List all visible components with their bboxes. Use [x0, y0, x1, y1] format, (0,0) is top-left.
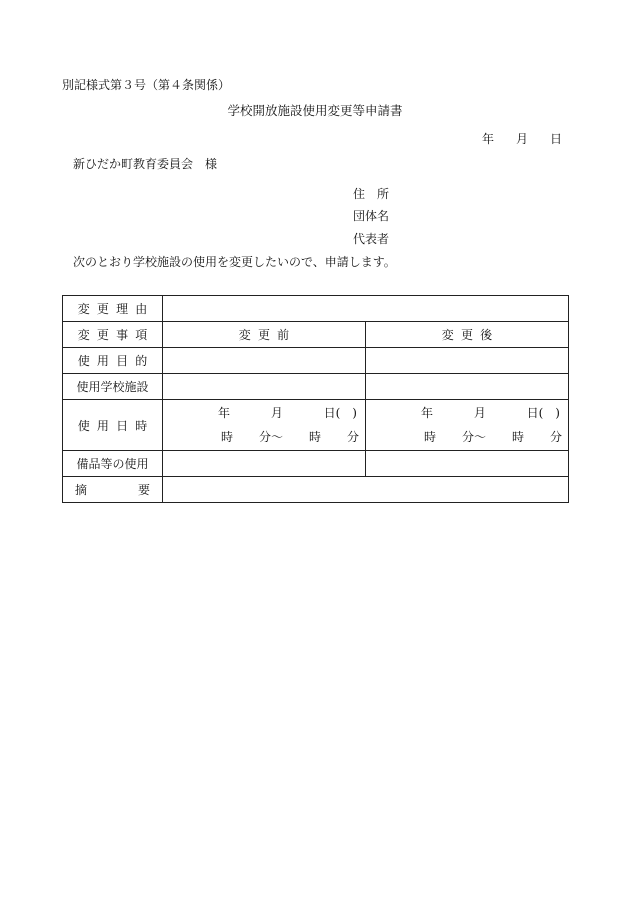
token-minute-to: 分～	[258, 430, 283, 444]
date-month: 月	[516, 132, 529, 146]
form-number: 別記様式第３号（第４条関係）	[62, 78, 231, 92]
change-request-table	[62, 295, 569, 503]
row-change-items	[63, 322, 569, 348]
field-equipment-after[interactable]	[366, 451, 569, 477]
label-change-items: 変更事項	[63, 322, 163, 348]
label-purpose: 使用目的	[63, 348, 163, 374]
header-after-change: 変更後	[366, 322, 569, 348]
token-month: 月	[473, 406, 486, 420]
time-line-after	[366, 431, 568, 443]
field-purpose-after[interactable]	[366, 348, 569, 374]
token-day: 日( )	[323, 406, 357, 420]
row-datetime	[63, 400, 569, 451]
field-facility-after[interactable]	[366, 374, 569, 400]
date-day: 日	[550, 132, 563, 146]
field-datetime-before[interactable]	[163, 400, 366, 451]
row-notes	[63, 477, 569, 503]
intro-text: 次のとおり学校施設の使用を変更したいので、申請します。	[73, 255, 396, 269]
row-facility	[63, 374, 569, 400]
row-purpose	[63, 348, 569, 374]
token-minute: 分	[346, 430, 359, 444]
label-datetime: 使用日時	[63, 400, 163, 451]
label-facility: 使用学校施設	[63, 374, 163, 400]
field-facility-before[interactable]	[163, 374, 366, 400]
applicant-address-label: 住 所	[353, 187, 390, 201]
token-minute: 分	[549, 430, 562, 444]
header-before-change: 変更前	[163, 322, 366, 348]
field-change-reason[interactable]	[163, 296, 569, 322]
honorific: 様	[205, 157, 218, 171]
label-equipment: 備品等の使用	[63, 451, 163, 477]
label-change-reason: 変更理由	[63, 296, 163, 322]
applicant-organization-label: 団体名	[353, 209, 390, 223]
field-notes[interactable]	[163, 477, 569, 503]
token-day: 日( )	[526, 406, 560, 420]
token-minute-to: 分～	[461, 430, 486, 444]
date-line-before	[163, 407, 365, 419]
token-hour: 時	[221, 430, 234, 444]
applicant-representative-label: 代表者	[353, 232, 390, 246]
label-notes: 摘 要	[63, 477, 163, 503]
token-year: 年	[421, 406, 434, 420]
token-month: 月	[270, 406, 283, 420]
token-hour: 時	[511, 430, 524, 444]
row-change-reason	[63, 296, 569, 322]
date-year: 年	[482, 132, 495, 146]
addressee-name: 新ひだか町教育委員会	[73, 157, 194, 171]
row-equipment	[63, 451, 569, 477]
token-year: 年	[218, 406, 231, 420]
document-title: 学校開放施設使用変更等申請書	[227, 103, 403, 118]
field-datetime-after[interactable]	[366, 400, 569, 451]
date-line-after	[366, 407, 568, 419]
application-date	[482, 133, 562, 145]
time-line-before	[163, 431, 365, 443]
field-equipment-before[interactable]	[163, 451, 366, 477]
addressee	[73, 158, 217, 170]
token-hour: 時	[424, 430, 437, 444]
field-purpose-before[interactable]	[163, 348, 366, 374]
token-hour: 時	[308, 430, 321, 444]
